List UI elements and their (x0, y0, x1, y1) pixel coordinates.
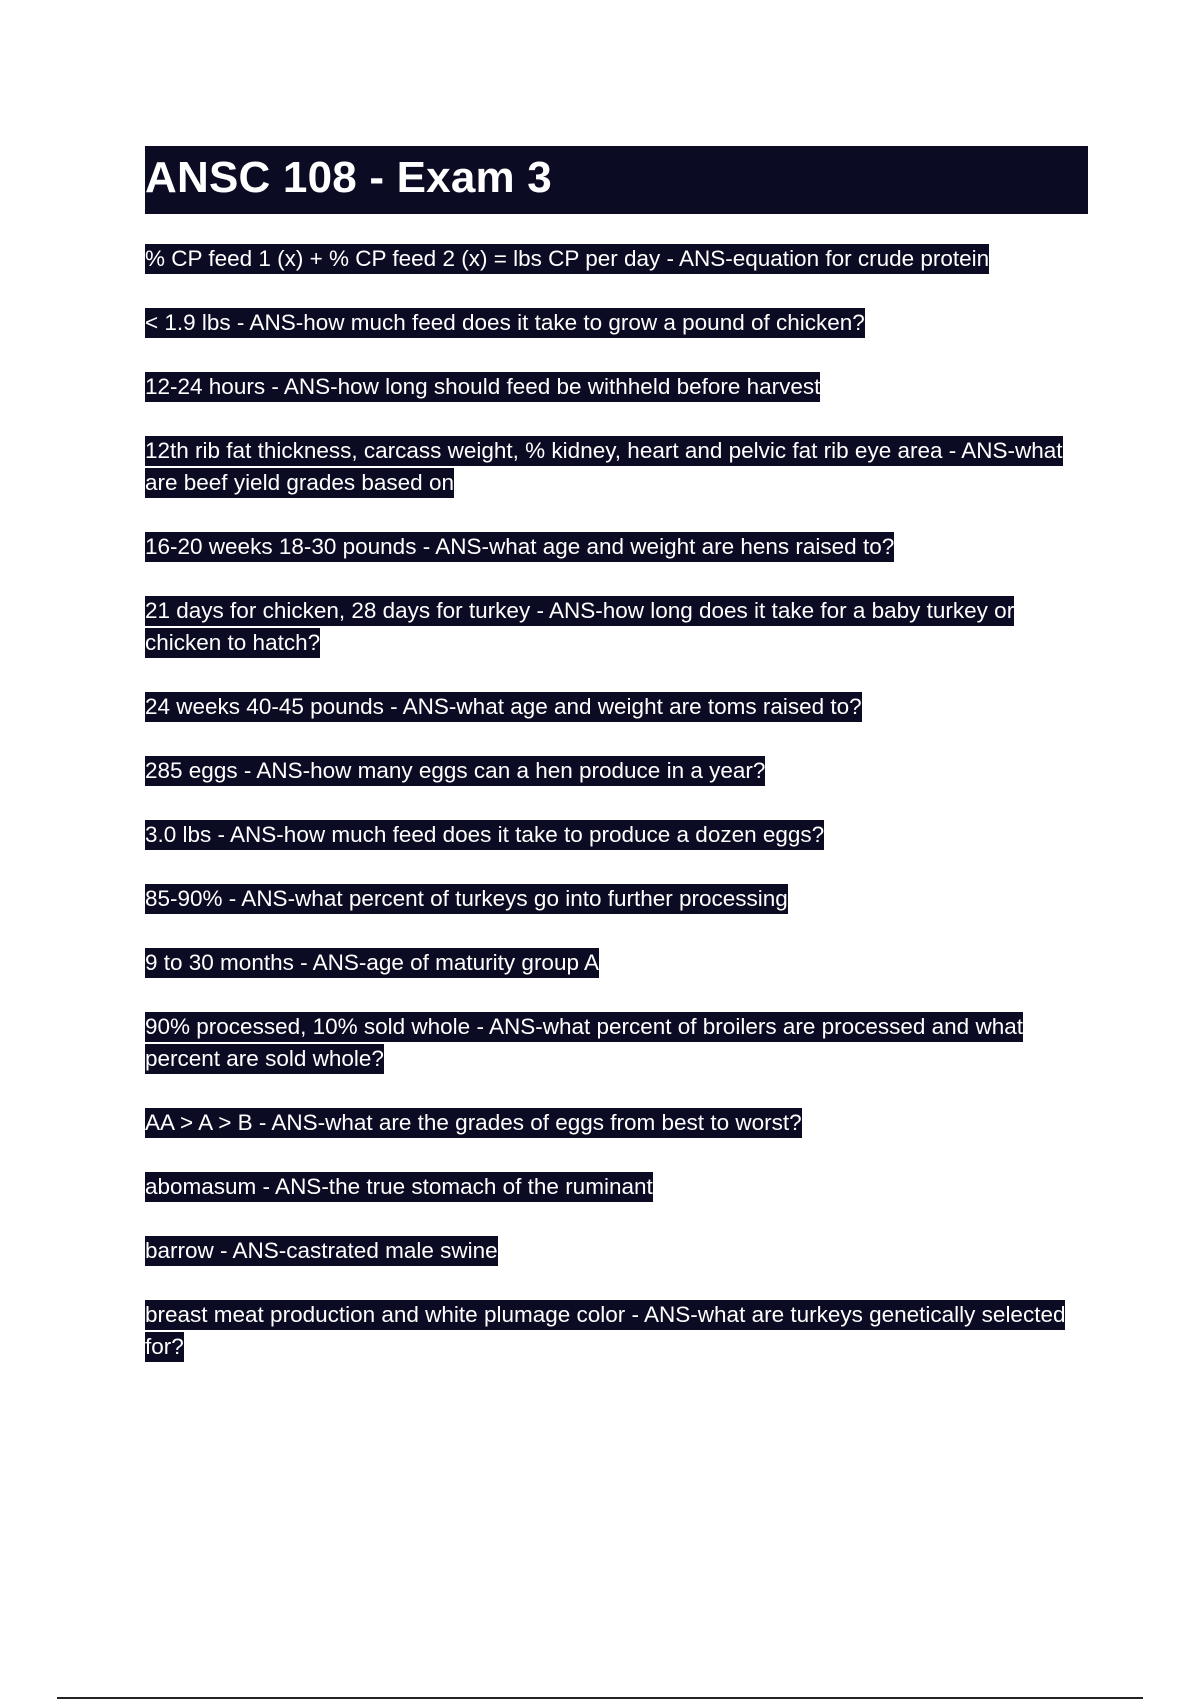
entry-text: 24 weeks 40-45 pounds - ANS-what age and weight are toms raised to? (145, 692, 862, 722)
entry-text: 3.0 lbs - ANS-how much feed does it take to produce a dozen eggs? (145, 820, 824, 850)
entry-text: 12th rib fat thickness, carcass weight, % kidney, heart and pelvic fat rib eye area - ANS-what are beef yield grades based on (145, 436, 1063, 498)
entry-text: 85-90% - ANS-what percent of turkeys go into further processing (145, 884, 788, 914)
flashcard-entry (145, 1171, 1090, 1203)
entry-text: < 1.9 lbs - ANS-how much feed does it take to grow a pound of chicken? (145, 308, 865, 338)
entry-text: breast meat production and white plumage color - ANS-what are turkeys genetically selected for? (145, 1300, 1065, 1362)
title-banner (145, 146, 1088, 214)
flashcard-entry (145, 531, 1090, 563)
flashcard-entry (145, 371, 1090, 403)
entry-text: 90% processed, 10% sold whole - ANS-what percent of broilers are processed and what percent are sold whole? (145, 1012, 1023, 1074)
entry-text: barrow - ANS-castrated male swine (145, 1236, 498, 1266)
flashcard-entry (145, 595, 1090, 659)
entry-text: abomasum - ANS-the true stomach of the ruminant (145, 1172, 653, 1202)
entry-text: 285 eggs - ANS-how many eggs can a hen produce in a year? (145, 756, 765, 786)
flashcard-entry (145, 1235, 1090, 1267)
flashcard-entry (145, 755, 1090, 787)
flashcard-entry (145, 883, 1090, 915)
flashcard-entry (145, 1107, 1090, 1139)
entry-text: 21 days for chicken, 28 days for turkey - ANS-how long does it take for a baby turkey or chicken to hatch? (145, 596, 1014, 658)
flashcard-entry (145, 1011, 1090, 1075)
entry-text: % CP feed 1 (x) + % CP feed 2 (x) = lbs CP per day - ANS-equation for crude protein (145, 244, 989, 274)
page-title: ANSC 108 - Exam 3 (145, 153, 552, 202)
flashcard-entry (145, 947, 1090, 979)
flashcard-entry (145, 243, 1090, 275)
entry-text: 16-20 weeks 18-30 pounds - ANS-what age and weight are hens raised to? (145, 532, 894, 562)
flashcard-entry (145, 307, 1090, 339)
entry-text: AA > A > B - ANS-what are the grades of eggs from best to worst? (145, 1108, 802, 1138)
entry-text: 12-24 hours - ANS-how long should feed be withheld before harvest (145, 372, 820, 402)
entry-text: 9 to 30 months - ANS-age of maturity group A (145, 948, 599, 978)
footer-divider (57, 1697, 1143, 1699)
flashcard-entry (145, 819, 1090, 851)
flashcard-entry (145, 435, 1090, 499)
flashcard-entry (145, 1299, 1090, 1363)
flashcard-entry (145, 691, 1090, 723)
flashcard-list (145, 243, 1090, 1363)
